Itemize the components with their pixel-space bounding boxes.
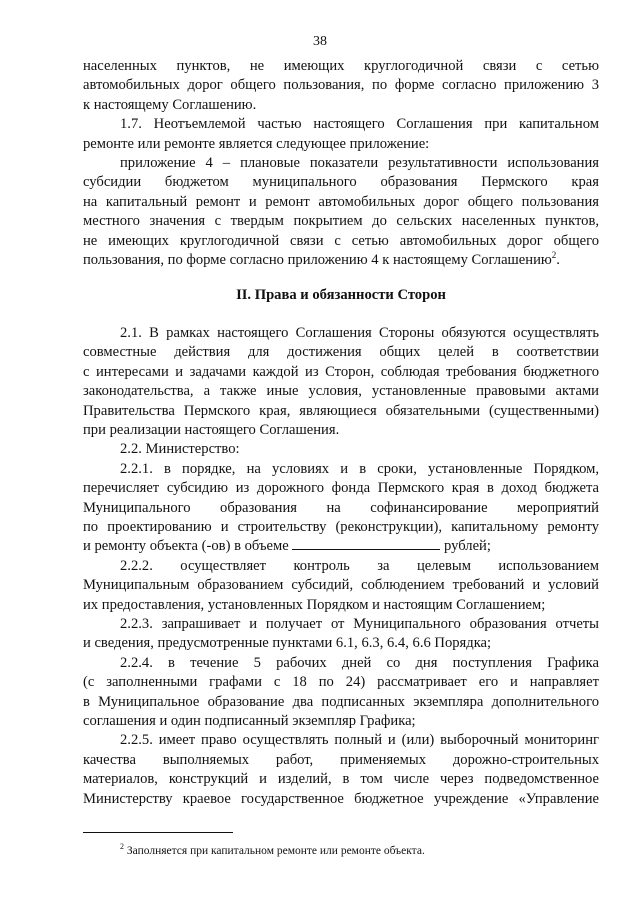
text-line: Муниципального образования на софинансирование мероприятий (83, 499, 599, 516)
text-line: 2.2.5. имеет право осуществлять полный и (или) выборочный мониторинг (120, 732, 599, 749)
text-fragment: и ремонту объекта (-ов) в объеме (83, 538, 289, 555)
text-line: (с заполненными графами с 18 по 24) рассматривает его и направляет (83, 674, 599, 691)
text-line: автомобильных дорог общего пользования, по форме согласно приложению 3 (83, 77, 599, 94)
text-line: с интересами и задачами каждой из Сторон, соблюдая требования бюджетного (83, 363, 599, 380)
footnote-separator (83, 832, 233, 833)
text-line: материалов, конструкций и изделий, в том числе через подведомственное (83, 771, 599, 788)
text-line: 2.2.3. запрашивает и получает от Муниципального образования отчеты (120, 615, 599, 632)
text-line: 2.1. В рамках настоящего Соглашения Стороны обязуются осуществлять (120, 324, 599, 341)
text-line: совместные действия для достижения общих целей в соответствии (83, 344, 599, 361)
text-line: качества выполняемых работ, применяемых дорожно-строительных (83, 751, 599, 768)
text-line: 1.7. Неотъемлемой частью настоящего Соглашения при капитальном (120, 116, 599, 133)
text-line: их предоставления, установленных Порядком и настоящим Соглашением; (83, 596, 546, 613)
footnote-marker: 2 (120, 842, 124, 852)
text-line: 2.2.4. в течение 5 рабочих дней со дня поступления Графика (120, 654, 599, 671)
text-fragment: пользования, по форме согласно приложению 4 к настоящему Соглашению (83, 252, 552, 269)
text-line: в Муниципальное образование два подписанных экземпляра дополнительного (83, 693, 599, 710)
text-line: местного значения с твердым покрытием до сельских населенных пунктов, (83, 213, 599, 230)
text-line: 2.2.2. осуществляет контроль за целевым использованием (120, 557, 599, 574)
text-line: населенных пунктов, не имеющих круглогодичной связи с сетью (83, 58, 599, 74)
text-line: и сведения, предусмотренные пунктами 6.1, 6.3, 6.4, 6.6 Порядка; (83, 635, 492, 652)
text-line: соглашения и один подписанный экземпляр Графика; (83, 713, 416, 729)
text-line: 2.2.1. в порядке, на условиях и в сроки, установленные Порядком, (120, 460, 599, 477)
text-line: Министерству краевое государственное бюджетное учреждение «Управление (83, 790, 599, 807)
text-line: не имеющих круглогодичной связи с сетью автомобильных дорог общего (83, 232, 599, 249)
text-line: по проектированию и строительству (реконструкции), капитальному ремонту (83, 518, 599, 535)
footnote-ref: 2 (551, 250, 557, 261)
page-number: 38 (313, 34, 327, 49)
text-fragment: рублей; (444, 538, 491, 555)
text-line (83, 537, 599, 556)
text-line: на капитальный ремонт и ремонт автомобильных дорог общего пользования (83, 193, 599, 210)
text-line: 2.2. Министерство: (120, 441, 240, 458)
text-line: при реализации настоящего Соглашения. (83, 421, 340, 438)
amount-blank (292, 537, 440, 550)
text-line: Правительства Пермского края, являющиеся обязательными (существенными) (83, 402, 599, 419)
text-line: ремонте или ремонте является следующее приложение: (83, 135, 430, 152)
text-line: к настоящему Соглашению. (83, 96, 257, 113)
footnote-text: Заполняется при капитальном ремонте или ремонте объекта. (126, 845, 425, 857)
footnote (120, 842, 425, 857)
text-line: приложение 4 – плановые показатели результативности использования (120, 155, 599, 172)
text-line: субсидии бюджетом муниципального образования Пермского края (83, 174, 599, 191)
text-line: Муниципальным образованием субсидий, соблюдением требований и условий (83, 577, 599, 594)
text-line: перечисляет субсидию из дорожного фонда Пермского края в доход бюджета (83, 480, 599, 497)
section-heading: II. Права и обязанности Сторон (236, 287, 446, 304)
text-line: законодательства, а также иные условия, установленные правовыми актами (83, 383, 599, 400)
text-line: пользования, по форме согласно приложению 4 к настоящему Соглашению$^2$. (83, 250, 560, 269)
document-body (83, 57, 599, 809)
